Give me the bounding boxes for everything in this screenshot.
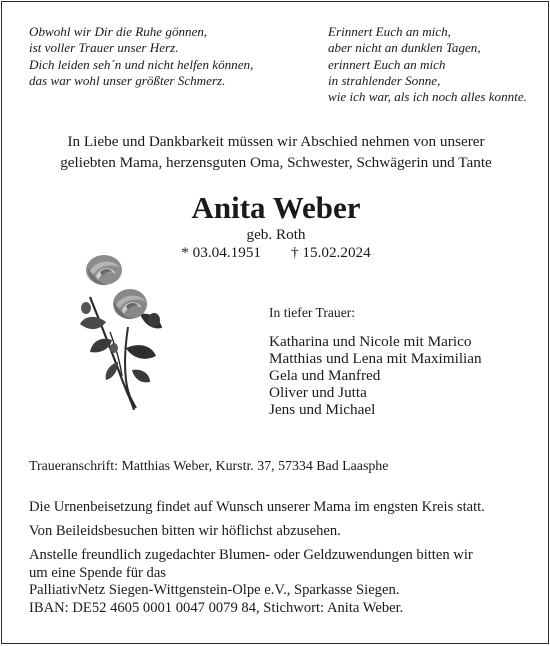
deceased-name: Anita Weber — [191, 190, 361, 225]
poem-line: das war wohl unser größter Schmerz. — [29, 72, 226, 88]
poem-line: in strahlender Sonne, — [328, 72, 441, 88]
rose-icon — [70, 252, 170, 422]
poem-right — [328, 24, 527, 105]
list-item: Matthias und Lena mit Maximilian — [269, 350, 482, 368]
intro-text — [2, 131, 550, 173]
poem-line: erinnert Euch an mich — [328, 56, 446, 72]
donation-line: Anstelle freundlich zugedachter Blumen- oder Geldzuwendungen bitten wir — [29, 547, 473, 563]
condolence-note: Von Beileidsbesuchen bitten wir höflichst abzusehen. — [29, 523, 341, 539]
mourners-list — [269, 333, 482, 418]
donation-line: um eine Spende für das — [29, 564, 166, 581]
donation-line: IBAN: DE52 4605 0001 0047 0079 84, Stichwort: Anita Weber. — [29, 599, 404, 616]
list-item: Oliver und Jutta — [269, 384, 367, 402]
list-item: Jens und Michael — [269, 401, 376, 419]
poem-line: ist voller Trauer unser Herz. — [29, 40, 179, 56]
urn-burial-note: Die Urnenbeisetzung findet auf Wunsch unserer Mama im engsten Kreis statt. — [29, 499, 485, 515]
mourning-address: Traueranschrift: Matthias Weber, Kurstr. 37, 57334 Bad Laasphe — [29, 459, 389, 474]
poem-line: aber nicht an dunklen Tagen, — [328, 40, 481, 56]
maiden-name: geb. Roth — [246, 226, 306, 243]
poem-line: wie ich war, als ich noch alles konnte. — [328, 89, 527, 105]
poem-line: Erinnert Euch an mich, — [328, 24, 451, 39]
list-item: Katharina und Nicole mit Marico — [269, 333, 472, 350]
list-item: Gela und Manfred — [269, 367, 381, 385]
intro-line: geliebten Mama, herzensguten Oma, Schwester, Schwägerin und Tante — [60, 154, 492, 171]
donation-line: PalliativNetz Siegen-Wittgenstein-Olpe e.V., Sparkasse Siegen. — [29, 582, 400, 598]
donation-note — [29, 547, 539, 617]
obituary-notice — [1, 1, 549, 644]
poem-line: Obwohl wir Dir die Ruhe gönnen, — [29, 24, 208, 39]
poem-left — [29, 24, 253, 89]
mourning-label: In tiefer Trauer: — [269, 305, 356, 320]
intro-line: In Liebe und Dankbarkeit müssen wir Abschied nehmen von unserer — [67, 133, 485, 150]
birth-date: * 03.04.1951 — [181, 244, 261, 261]
poem-line: Dich leiden seh´n und nicht helfen können, — [29, 56, 254, 72]
death-date: † 15.02.2024 — [291, 244, 371, 261]
